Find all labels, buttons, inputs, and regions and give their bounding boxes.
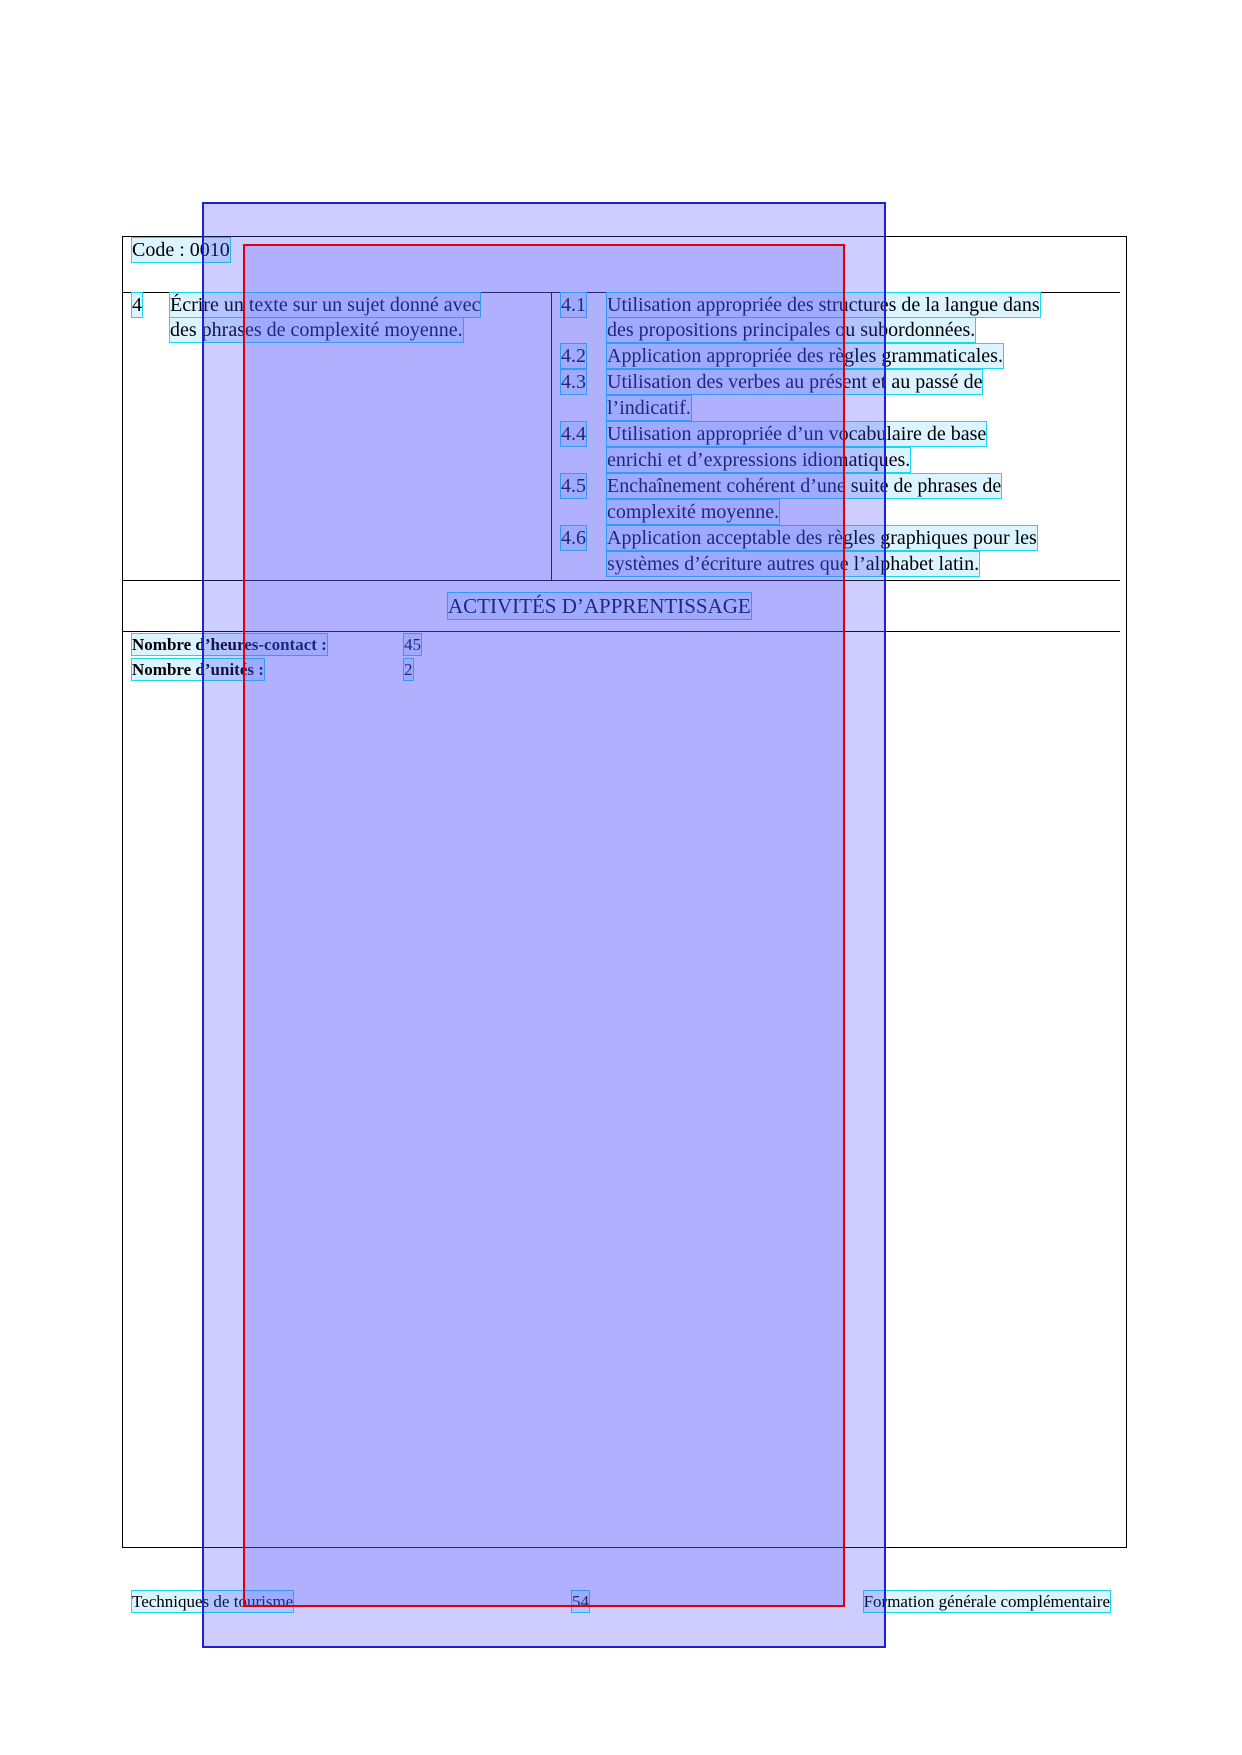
criterion-text-line1: Utilisation appropriée des structures de la langue dans — [607, 294, 1040, 316]
hours-label: Nombre d’heures-contact : — [132, 635, 327, 654]
criterion-number: 4.4 — [561, 423, 586, 445]
criterion-number: 4.2 — [561, 345, 586, 367]
competency-statement-line2: des phrases de complexité moyenne. — [170, 319, 463, 341]
criterion-text-line2: l’indicatif. — [607, 397, 691, 419]
units-value: 2 — [404, 660, 413, 679]
criterion-text-line1: Application appropriée des règles grammaticales. — [607, 345, 1003, 367]
criterion-text-line2: complexité moyenne. — [607, 501, 780, 523]
footer-left: Techniques de tourisme — [132, 1592, 294, 1611]
criterion-number: 4.3 — [561, 371, 586, 393]
criterion-number: 4.1 — [561, 294, 586, 316]
criterion-text-line1: Application acceptable des règles graphiques pour les — [607, 527, 1037, 549]
criterion-number: 4.5 — [561, 475, 586, 497]
competency-statement-line1: Écrire un texte sur un sujet donné avec — [170, 294, 481, 316]
criterion-text-line1: Enchaînement cohérent d’une suite de phrases de — [607, 475, 1002, 497]
criterion-text-line1: Utilisation appropriée d’un vocabulaire de base — [607, 423, 987, 445]
units-label: Nombre d’unités : — [132, 660, 264, 679]
activities-title: ACTIVITÉS D’APPRENTISSAGE — [448, 594, 751, 618]
competency-number: 4 — [132, 294, 142, 316]
footer-right: Formation générale complémentaire — [863, 1592, 1110, 1611]
criterion-text-line1: Utilisation des verbes au présent et au passé de — [607, 371, 983, 393]
code-label: Code : 0010 — [132, 239, 230, 261]
page-number: 54 — [572, 1592, 589, 1611]
criterion-text-line2: enrichi et d’expressions idiomatiques. — [607, 449, 911, 471]
criterion-text-line2: des propositions principales ou subordonnées. — [607, 319, 976, 341]
criterion-text-line2: systèmes d’écriture autres que l’alphabet latin. — [607, 553, 980, 575]
criterion-number: 4.6 — [561, 527, 586, 549]
hours-value: 45 — [404, 635, 421, 654]
overlay-region-inner — [243, 244, 845, 1607]
